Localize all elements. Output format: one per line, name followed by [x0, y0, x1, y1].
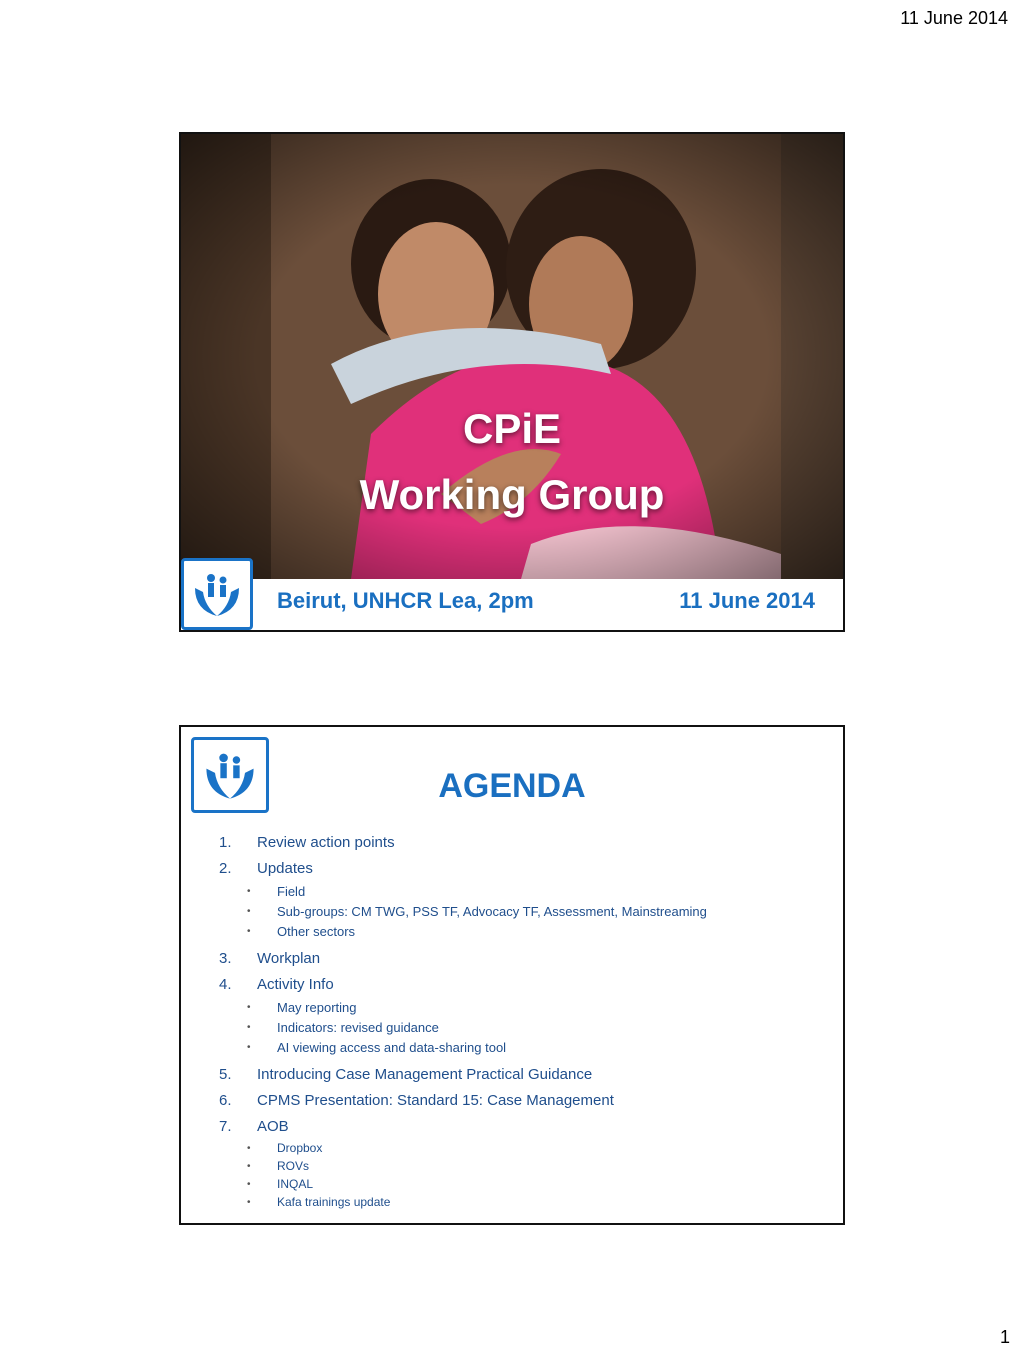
bullet-icon: •: [247, 885, 251, 897]
item-number: 6.: [219, 1091, 232, 1109]
bullet-icon: •: [247, 1001, 251, 1013]
agenda-slide: [179, 725, 845, 1225]
bullet-icon: •: [247, 1021, 251, 1033]
agenda-item: [219, 971, 823, 997]
item-number: 4.: [219, 975, 232, 993]
meeting-location: Beirut, UNHCR Lea, 2pm: [277, 588, 534, 613]
sub-item-label: Kafa trainings update: [277, 1195, 391, 1209]
title-slide: [179, 132, 845, 632]
family-hands-icon: [181, 558, 253, 630]
agenda-item: [219, 1113, 823, 1139]
item-label: Introducing Case Management Practical Guidance: [257, 1065, 593, 1083]
sub-item: [219, 1037, 823, 1057]
bullet-icon: •: [247, 1142, 251, 1154]
title-line-1: CPiE: [462, 405, 562, 452]
sub-item-label: Other sectors: [277, 923, 356, 939]
item-label: AOB: [257, 1117, 289, 1135]
sub-item: [219, 1017, 823, 1037]
agenda-list: [219, 829, 823, 1215]
sub-item-label: INQAL: [277, 1177, 314, 1191]
item-label: Review action points: [257, 833, 395, 851]
agenda-item: [219, 1087, 823, 1113]
sub-item-label: May reporting: [277, 999, 357, 1015]
item-number: 5.: [219, 1065, 232, 1083]
bullet-icon: •: [247, 1196, 251, 1208]
item-label: Activity Info: [257, 975, 334, 993]
item-number: 3.: [219, 949, 232, 967]
slide-title: [181, 396, 843, 528]
item-label: CPMS Presentation: Standard 15: Case Management: [257, 1091, 614, 1109]
sub-item-label: Dropbox: [277, 1141, 323, 1155]
sub-item-label: Indicators: revised guidance: [277, 1019, 439, 1035]
sub-item-label: Sub-groups: CM TWG, PSS TF, Advocacy TF, Assessment, Mainstreaming: [277, 903, 707, 919]
sub-item: [219, 881, 823, 901]
agenda-title: AGENDA: [438, 767, 586, 805]
agenda-item: [219, 829, 823, 855]
item-label: Workplan: [257, 949, 321, 967]
sub-item-label: AI viewing access and data-sharing tool: [277, 1039, 507, 1055]
item-number: 2.: [219, 859, 232, 877]
agenda-item: [219, 1061, 823, 1087]
sub-item: [219, 921, 823, 941]
bullet-icon: •: [247, 1160, 251, 1172]
sub-item: [219, 1139, 823, 1157]
page-date: 11 June 2014: [900, 8, 1008, 28]
sub-list: [219, 997, 823, 1057]
cover-photo: [181, 134, 843, 579]
item-number: 1.: [219, 833, 232, 851]
agenda-item: [219, 855, 823, 881]
sub-list: [219, 1139, 823, 1211]
sub-item-label: Field: [277, 883, 306, 899]
bullet-icon: •: [247, 925, 251, 937]
page-number: 1: [999, 1327, 1010, 1347]
sub-item: [219, 1193, 823, 1211]
meeting-date: 11 June 2014: [679, 588, 815, 613]
bullet-icon: •: [247, 1178, 251, 1190]
sub-item-label: ROVs: [277, 1159, 310, 1173]
sub-list: [219, 881, 823, 941]
sub-item: [219, 901, 823, 921]
bullet-icon: •: [247, 1041, 251, 1053]
sub-item: [219, 1175, 823, 1193]
sub-item: [219, 1157, 823, 1175]
bullet-icon: •: [247, 905, 251, 917]
title-line-2: Working Group: [359, 471, 665, 518]
item-number: 7.: [219, 1117, 232, 1135]
agenda-item: [219, 945, 823, 971]
sub-item: [219, 997, 823, 1017]
item-label: Updates: [257, 859, 313, 877]
